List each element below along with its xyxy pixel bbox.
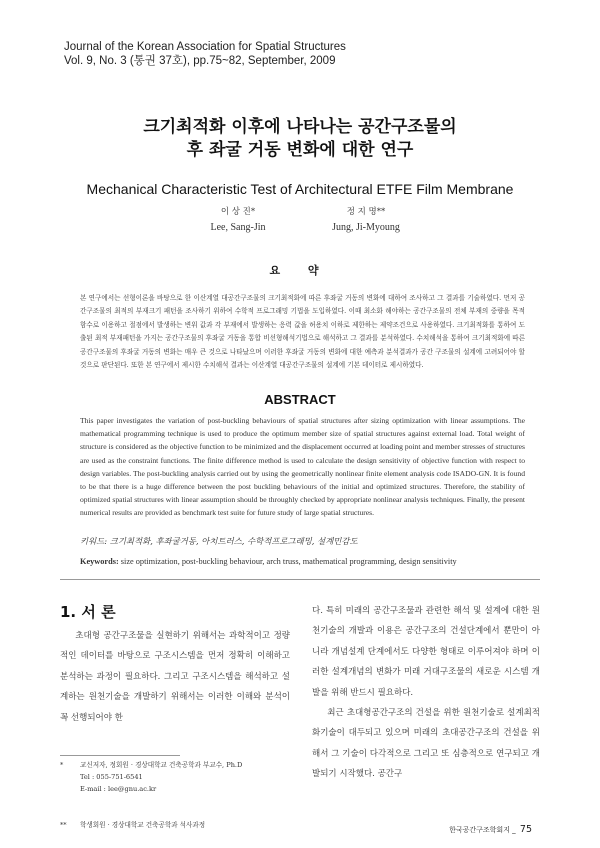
page-footer: 한국공간구조학회지 _ 75 [449, 824, 532, 835]
korean-abstract-text: 본 연구에서는 선형이론을 바탕으로 한 이산계열 대공간구조물의 크기최적화에 따른 후좌굴 거동의 변화에 대하여 조사하고 그 결과를 기술하였다. 먼저 공간구조물의 최적의 부재크기 패턴을 조사하기 위하여 수학적 프로그래밍 기법을 도입하였다. 이때 최소화 해야하는 공간구조물의 전체 부재의 중량을 목적함수로 이용하고 절점에서 발생하는 변위 값과 각 부재에서 발생하는 응력 값을 허용치 이하로 제한하는 제약조건으로 사용하였다. 크기최적화를 통하여 도출된 최적 부재패턴을 가지는 공간구조물의 후좌굴 거동을 통합 비선형해석기법으로 해석하고 그 결과를 분석하였다. 수치해석을 통하여 크기최적화에 따른 공간구조물의 후좌굴 거동의 변화는 매우 큰 것으로 나타났으며 이러한 후좌굴 거동의 변화에 대한 예측과 분석결과가 공간 구조물의 설계에 고려되어야 할 것으로 판단된다. 또한 본 연구에서 제시한 수치해석 결과는 이산계열 대공간구조물의 설계에 기본 데이터로 제시하였다. [80, 294, 525, 370]
keywords-korean: 키워드: 크기최적화, 후좌굴거동, 아치트러스, 수학적프로그래밍, 설계민감도 [80, 536, 358, 546]
keywords-english [80, 557, 457, 566]
footnote-corresponding-author [60, 760, 290, 795]
body-left-column [60, 626, 290, 728]
footnote-student-author [60, 820, 290, 832]
intro-paragraph-1: 초대형 공간구조물을 실현하기 위해서는 과학적이고 정량적인 데이터를 바탕으로 구조시스템을 먼저 정확히 이해하고 분석하는 과정이 필요하다. 그리고 구조시스템을 해석하고 설계하는 원천기술을 개발하기 위해서는 이러한 이해와 분석이 꼭 선행되어야 한 [60, 631, 290, 723]
footnote-mark-2: ** [60, 821, 67, 829]
journal-name: Journal of the Korean Association for Spatial Structures [64, 41, 346, 53]
footnote-rule [60, 755, 180, 756]
body-right-column [312, 601, 540, 785]
intro-paragraph-2: 다. 특히 미래의 공간구조물과 관련한 해석 및 설계에 대한 원천기술의 개발과 이용은 공간구조의 건설단계에서 뿐만이 아니라 개념설계 단계에서도 다양한 형태로 이루어져야 하며 이러한 설계개념의 변화가 미래 거대구조물의 새로운 시스템 개발을 위해 반드시 필요하다. [312, 606, 540, 698]
author-2-korean: 정 지 명** [346, 207, 386, 217]
author-2-english: Jung, Ji-Myoung [332, 222, 400, 233]
footnote-email: E-mail : lee@gnu.ac.kr [80, 784, 157, 793]
title-korean-line1: 크기최적화 이후에 나타나는 공간구조물의 [143, 117, 457, 137]
english-abstract-heading: ABSTRACT [264, 392, 336, 407]
keywords-english-list: size optimization, post-buckling behaviour, arch truss, mathematical programming, design sensitivity [120, 557, 457, 566]
title-korean-line2: 후 좌굴 거동 변화에 대한 연구 [186, 140, 414, 160]
english-abstract-text: This paper investigates the variation of post-buckling behaviours of spatial structures after sizing optimization with linear assumptions. The mathematical programming technique is used to produce the optimum member size of spatial structures against external load. Total weight of structure is considered as the objective function to be minimized and the displacement occurred at loading point and member stresses of structures are used as the constraint functions. The finite difference method is used to calculate the design sensitivity of objective function with respect to design variables. The post-buckling analysis carried out by using the geometrically nonlinear finite element analysis code ISADO-GN. It is found to be that there is a huge difference between the post buckling behaviours of the initial and optimized structures. Therefore, the stability of optimized spatial structures with linear assumption should be throughly checked by appropriate nonlinear analysis techniques. Finally, the present numerical results are provided as benchmark test suite for future study of large spatial structures. [80, 416, 525, 518]
keywords-english-label: Keywords: [80, 557, 119, 566]
section-divider [60, 579, 540, 580]
section-heading-introduction: 1. 서 론 [60, 603, 116, 621]
paper-title-korean [0, 116, 600, 162]
paper-title-english: Mechanical Characteristic Test of Architectural ETFE Film Membrane [86, 181, 514, 197]
author-1-korean: 이 상 진* [220, 207, 256, 217]
korean-abstract-heading: 요 약 [269, 264, 331, 277]
author-2 [286, 205, 446, 235]
footnote-mark-1: * [60, 761, 64, 769]
footer-journal-name: 한국공간구조학회지 [449, 826, 510, 834]
footnote-student: 학생회원 · 경상대학교 건축공학과 석사과정 [80, 821, 206, 829]
footnote-tel: Tel : 055-751-6541 [80, 772, 143, 781]
page-number: 75 [519, 824, 532, 835]
journal-header [64, 40, 346, 68]
journal-volume: Vol. 9, No. 3 (통권 37호), pp.75~82, September, 2009 [64, 55, 336, 67]
footnote-affiliation: 교신저자, 정회원 · 경상대학교 건축공학과 부교수, Ph.D [80, 761, 243, 769]
intro-paragraph-3: 최근 초대형공간구조의 건설을 위한 원천기술로 설계최적화기술이 대두되고 있으며 미래의 초대공간구조의 건설을 위해서 그 기술이 다각적으로 그리고 또 심층적으로 연구되고 개발되기 시작했다. 공간구 [312, 708, 540, 780]
author-1-english: Lee, Sang-Jin [210, 222, 266, 233]
